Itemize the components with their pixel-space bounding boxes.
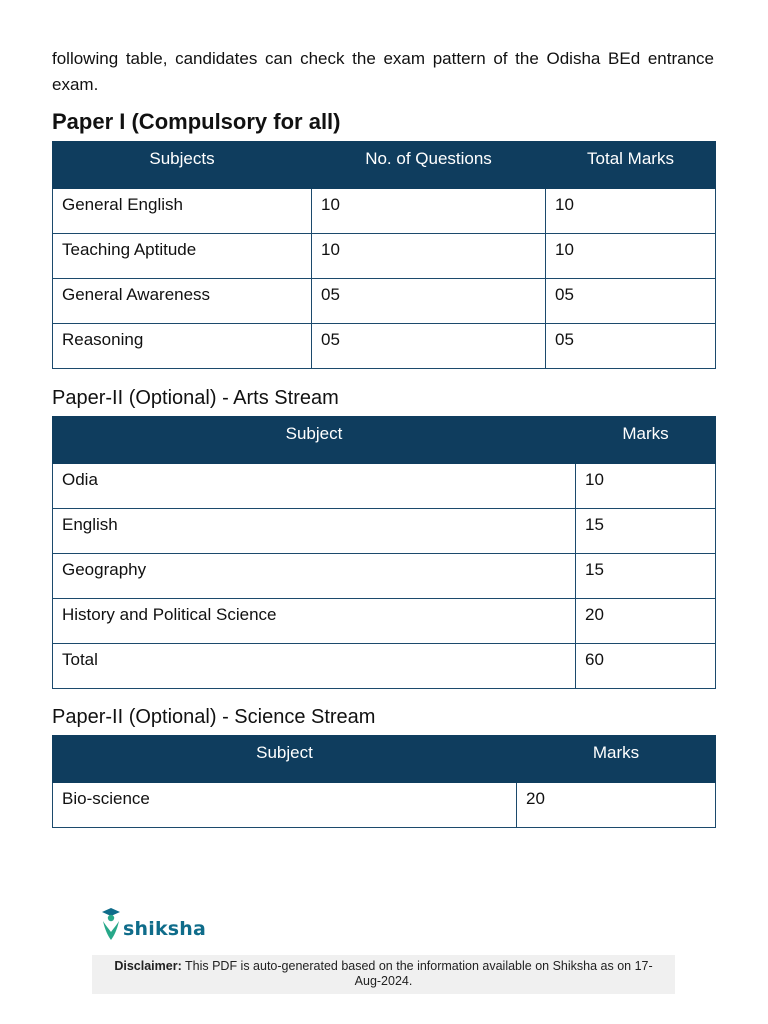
table-row bbox=[53, 189, 716, 234]
subject-cell: Total bbox=[53, 644, 576, 689]
subject-cell: Reasoning bbox=[53, 324, 312, 369]
marks-cell: 10 bbox=[546, 234, 716, 279]
logo-wordmark: shiksha bbox=[123, 918, 207, 940]
column-header: Marks bbox=[576, 417, 716, 464]
shiksha-logo bbox=[100, 906, 206, 947]
column-header: Subjects bbox=[53, 142, 312, 189]
column-header: Subject bbox=[53, 736, 517, 783]
subject-cell: General English bbox=[53, 189, 312, 234]
marks-cell: 10 bbox=[546, 189, 716, 234]
subject-cell: Bio-science bbox=[53, 783, 517, 828]
questions-cell: 05 bbox=[312, 324, 546, 369]
disclaimer-text: This PDF is auto-generated based on the information available on Shiksha as on 17-Aug-2024. bbox=[185, 959, 653, 988]
subject-cell: Geography bbox=[53, 554, 576, 599]
table-row bbox=[53, 234, 716, 279]
table-row bbox=[53, 509, 716, 554]
subject-cell: Odia bbox=[53, 464, 576, 509]
disclaimer-box bbox=[92, 955, 675, 994]
table-row bbox=[53, 599, 716, 644]
table-header-row bbox=[53, 142, 716, 189]
questions-cell: 10 bbox=[312, 189, 546, 234]
subject-cell: Teaching Aptitude bbox=[53, 234, 312, 279]
table-row bbox=[53, 783, 716, 828]
paper2-arts-heading: Paper-II (Optional) - Arts Stream bbox=[52, 387, 339, 409]
table-row bbox=[53, 324, 716, 369]
table-row bbox=[53, 644, 716, 689]
marks-cell: 20 bbox=[576, 599, 716, 644]
disclaimer-label: Disclaimer: bbox=[114, 959, 182, 973]
column-header: No. of Questions bbox=[312, 142, 546, 189]
paper1-table bbox=[52, 141, 716, 369]
marks-cell: 60 bbox=[576, 644, 716, 689]
marks-cell: 15 bbox=[576, 554, 716, 599]
marks-cell: 15 bbox=[576, 509, 716, 554]
table-header-row bbox=[53, 736, 716, 783]
subject-cell: History and Political Science bbox=[53, 599, 576, 644]
marks-cell: 05 bbox=[546, 324, 716, 369]
paper2-science-table bbox=[52, 735, 716, 828]
column-header: Subject bbox=[53, 417, 576, 464]
questions-cell: 10 bbox=[312, 234, 546, 279]
table-row bbox=[53, 554, 716, 599]
table-row bbox=[53, 464, 716, 509]
table-row bbox=[53, 279, 716, 324]
marks-cell: 05 bbox=[546, 279, 716, 324]
paper2-science-heading: Paper-II (Optional) - Science Stream bbox=[52, 706, 376, 728]
marks-cell: 20 bbox=[517, 783, 716, 828]
intro-paragraph: following table, candidates can check the exam pattern of the Odisha BEd entrance exam. bbox=[52, 49, 714, 94]
subject-cell: English bbox=[53, 509, 576, 554]
column-header: Total Marks bbox=[546, 142, 716, 189]
column-header: Marks bbox=[517, 736, 716, 783]
paper1-heading: Paper I (Compulsory for all) bbox=[52, 109, 341, 134]
questions-cell: 05 bbox=[312, 279, 546, 324]
paper2-arts-table bbox=[52, 416, 716, 689]
table-header-row bbox=[53, 417, 716, 464]
graduate-figure-icon bbox=[100, 906, 122, 947]
subject-cell: General Awareness bbox=[53, 279, 312, 324]
marks-cell: 10 bbox=[576, 464, 716, 509]
